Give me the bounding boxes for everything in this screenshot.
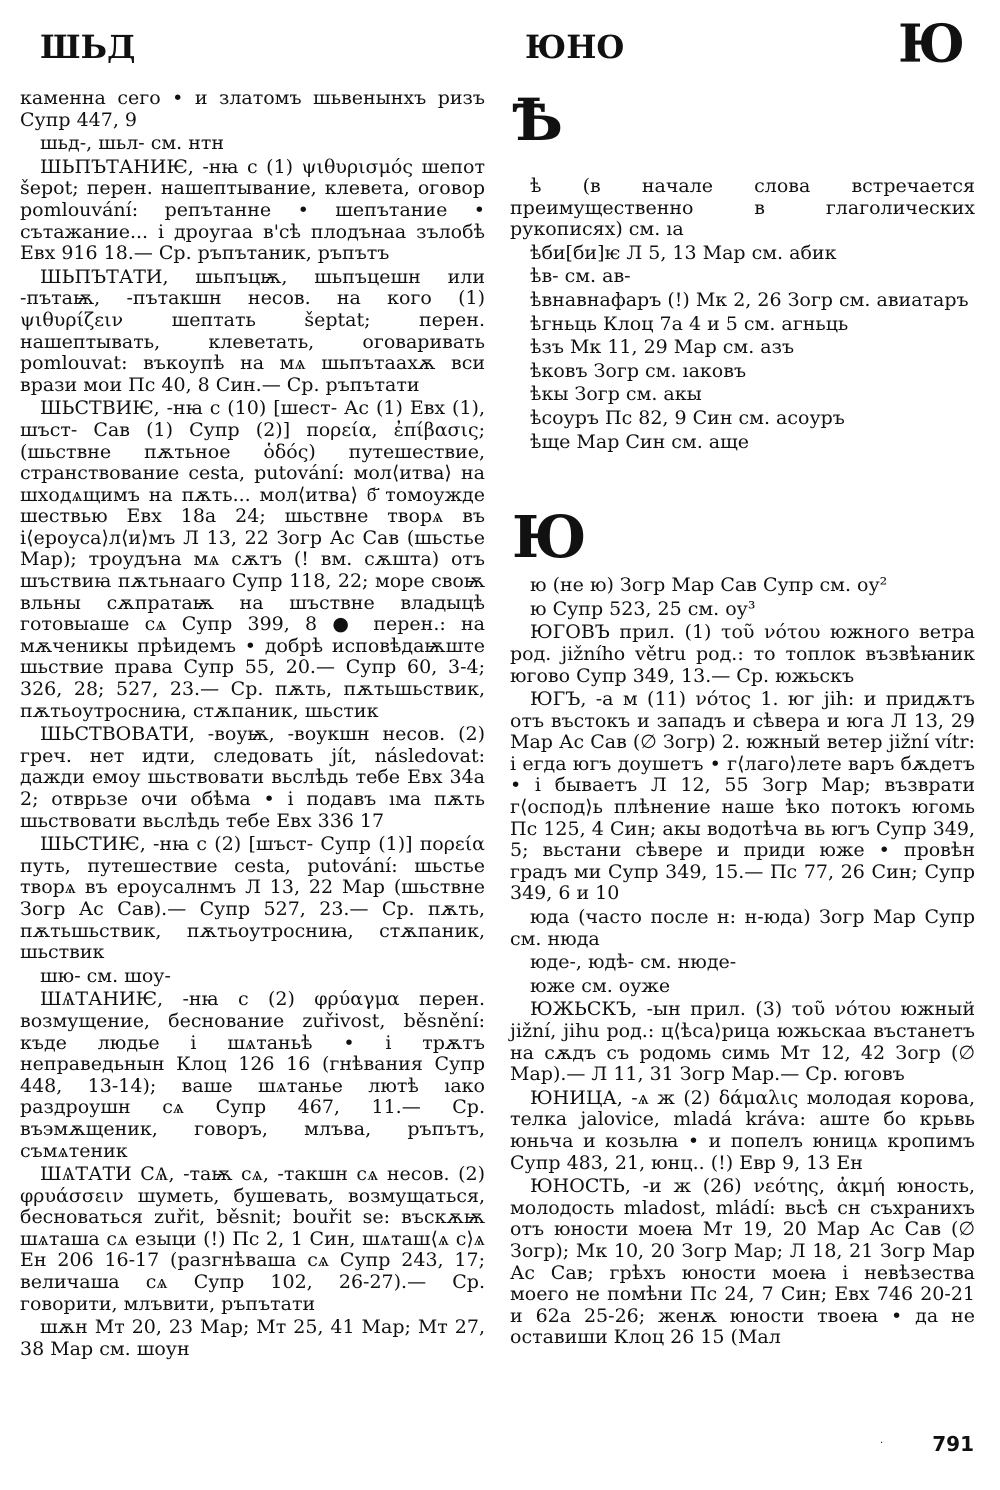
left-column [20, 88, 485, 1362]
entry-shatanie: ШѦТАНИѤ, -нꙗ с (2) φρύαγμα перен. возмущение, беснование zuřivost, běsnění: къде людье і шѧтаньѣ • і трѫтъ неправедьнын Клоц 126 16 (гнѣвания Супр 448, 13-14); ваше шѧтанье лютѣ ıако раздроушн сѧ Супр 467, 11.— Ср. въэмѫщеник, говоръ, млъва, ръпътъ, съмѧтеник [20, 988, 485, 1162]
entry-yat-crossref: ѣсоуръ Пс 82, 9 Син см. асоуръ [530, 406, 845, 429]
entry-yugov: ЮГОВЪ прил. (1) τοῦ νότου южного ветра род. jižního větru род.: то топлок възвѣꙗник югово Супр 349, 13.— Ср. южьскъ [510, 621, 975, 687]
entry-yat-crossref: ѣще Мар Син см. аще [530, 430, 750, 453]
entry-yu-crossref: ю Супр 523, 25 см. оу³ [530, 597, 756, 620]
entry-yug: ЮГЪ, -а м (11) νότος 1. юг jih: и придѫтъ отъ въстокъ и западъ и сѣвера и юга Л 13, 29 Мар Ас Сав (∅ Зогр) 2. южный ветер jižní vítr: і егда югъ доушетъ • г⟨лаго⟩лете варъ бѫдетъ • і бываетъ Л 12, 55 Зогр Мар; възврати г⟨оспод⟩ь плѣнение наше ѣко потокъ югомь Пс 125, 4 Син; акы водотѣча вь югъ Супр 349, 5; вьстани сѣвере и приди юже • провѣн градъ ми Супр 349, 15.— Пс 77, 26 Син; Супр 349, 6 и 10 [510, 688, 975, 905]
entry-yuda-crossref: юда (часто после н: н-юда) Зогр Мар Супр см. нюда [510, 906, 975, 950]
entry-crossref-shyn: шѫн Мт 20, 23 Мар; Мт 25, 41 Мар; Мт 27, 38 Мар см. шоун [20, 1316, 485, 1360]
entry-shatati-sya: ШѦТАТИ СѦ, -таѭ сѧ, -такшн сѧ несов. (2) φρυάσσειν шуметь, бушевать, возмущаться, бесноваться zuřit, běsnit; bouřit se: въскѫѭ шѧташа сѧ езыци (!) Пс 2, 1 Син, шѧташ⟨ѧ с⟩ѧ Ен 206 16-17 (разгнѣваша сѧ Супр 243, 17; величаша сѧ Супр 102, 26-27).— Ср. говорити, млъвити, ръпътати [20, 1163, 485, 1315]
entry-shstvie: ШЬСТВИѤ, -нꙗ с (10) [шест- Ас (1) Евх (1), шъст- Сав (1) Супр (2)] πορεία, ἐπίβασις; (шьствне пѫтьное ὁδός) путешествие, странствование cesta, putování: мол⟨итва⟩ на шходѧщимъ на пѫть... мол⟨итва⟩ б҃ томоуждe шествью Евх 18а 24; шьствне творѧ въ і⟨ероуса⟩л⟨и⟩мъ Л 13, 22 Зогр Ас Сав (шьстье Мар); троудъна мѧ сѫтъ (! вм. сѫшта) отъ шъствиꙗ пѫтьнааго Супр 118, 22; море своѭ вльны сѫпратаѭ на шъствне владыцѣ готовыаше сѧ Супр 399, 8 ● перен.: на мѫченикы прѣидемъ • добрѣ исповѣдаѭште шьствие права Супр 55, 20.— Супр 60, 3-4; 326, 28; 527, 23.— Ср. пѫть, пѫтьшьствик, пѫтьоутросниꙗ, стѫпаник, шьстик [20, 397, 485, 722]
entry-shstvovati: ШЬСТВОВАТИ, -воуѭ, -воукшн несов. (2) греч. нет идти, следовать jít, následovat: дажди емоу шьствовати вьслѣдь тебе Евх 34а 2; отврьзе очи обѣма • і подавъ ıма пѫть шьствовати вьслѣдь тебе Евх 336 17 [20, 723, 485, 832]
running-head-left: ШЬД [40, 28, 136, 66]
right-column [510, 88, 975, 1351]
entry-crossref: шьд-, шьл- см. нтн [40, 132, 225, 155]
decorative-dot: · [880, 1438, 884, 1449]
entry-yat-crossref: ѣби[би]ѥ Л 5, 13 Мар см. абик [530, 241, 837, 264]
entry-yat-crossref: ѣвнавнафаръ (!) Мк 2, 26 Зогр см. авиатаръ [530, 288, 969, 311]
entry-yuzhsk: ЮЖЬСКЪ, -ын прил. (3) τοῦ νότου южный jižní, jihu род.: ц⟨ѣса⟩рица южьскаа въстанетъ на сѫдъ съ родомь симь Мт 12, 42 Зогр (∅ Мар).— Л 11, 31 Зогр Мар.— Ср. юговъ [510, 998, 975, 1086]
entry-crossref-shyu: шю- см. шоу- [40, 964, 171, 987]
entry-yuzhe-crossref: юже см. оуже [530, 974, 671, 997]
section-heading-yu: Ю [512, 503, 587, 572]
entry-yude-crossref: юде-, юдѣ- см. нюде- [530, 951, 737, 974]
entry-shstie: ШЬСТИѤ, -нꙗ с (2) [шъст- Супр (1)] πορεία путь, путешествие cesta, putování: шьстье творѧ въ ероусалнмъ Л 13, 22 Мар (шьствне Зогр Ас Сав).— Супр 527, 23.— Ср. пѫть, пѫтьшьствик, пѫтьоутросниꙗ, стѫпаник, шьствик [20, 833, 485, 964]
entry-yunica: ЮНИЦА, -ѧ ж (2) δάμαλις молодая корова, телка jalovice, mladá kráva: аште бо крьвь юньча и козьлꙗ • и попелъ юницѧ кропимъ Супр 483, 21, юнц.. (!) Евр 9, 13 Ен [510, 1086, 975, 1174]
entry-yu-crossref: ю (не ю) Зогр Мар Сав Супр см. оу² [530, 574, 888, 597]
entry-yat-crossref: ѣгньць Клоц 7а 4 и 5 см. агньць [530, 312, 849, 335]
entry-shpytanie: ШЬПЪТАНИѤ, -нꙗ с (1) ψιθυρισμός шепот šepot; перен. нашептывание, клевета, оговор pomlouvání: репътанне • шепътание • сътажание... і дроугаа в'сѣ плодънаа зълобѣ Евх 916 18.— Ср. ръпътаник, ръпътъ [20, 155, 485, 265]
section-letter-header: Ю [898, 14, 965, 75]
entry-shpytati: ШЬПЪТАТИ, шьпъцѭ, шьпъцешн или -пътаѭ, -пътакшн несов. на кого (1) ψιθυρίζειν шептать šeptat; перен. нашептывать, клеветать, оговаривать pomlouvat: въкоупѣ на мѧ шьпътаахѫ вси врази мои Пс 40, 8 Син.— Ср. ръпътати [20, 265, 485, 396]
section-heading-yat: Ѣ [512, 86, 564, 154]
entry-continuation: каменна сего • и златомъ шьвенынхъ ризъ Супр 447, 9 [20, 87, 485, 131]
entry-yat-crossref: ѣв- см. ав- [530, 265, 631, 288]
page-number: 791 [932, 1432, 974, 1456]
entry-yat: ѣ (в начале слова встречается преимущественно в глаголических рукописях) см. ıа [510, 175, 975, 241]
entry-yat-crossref: ѣковъ Зогр см. ıаковъ [530, 359, 747, 382]
running-head-center: ЮНО [525, 28, 625, 66]
entry-yat-crossref: ѣкы Зогр см. акы [530, 383, 702, 406]
entry-yat-crossref: ѣзъ Мк 11, 29 Мар см. азъ [530, 336, 795, 359]
entry-yunost: ЮНОСТЬ, -и ж (26) νεότης, ἀκμή юность, молодость mladost, mládí: вьсѣ сн съхранихъ отъ юности моеꙗ Мт 19, 20 Мар Ас Сав (∅ Зогр); Мк 10, 20 Зогр Мар; Л 18, 21 Зогр Мар Ас Сав; грѣхъ юности моеꙗ і невѣзества моего не помѣни Пс 24, 7 Син; Евх 746 20-21 и 62а 25-26; женѫ юности твоеꙗ • да не оставиши Клоц 26 15 (Мал [510, 1175, 975, 1349]
